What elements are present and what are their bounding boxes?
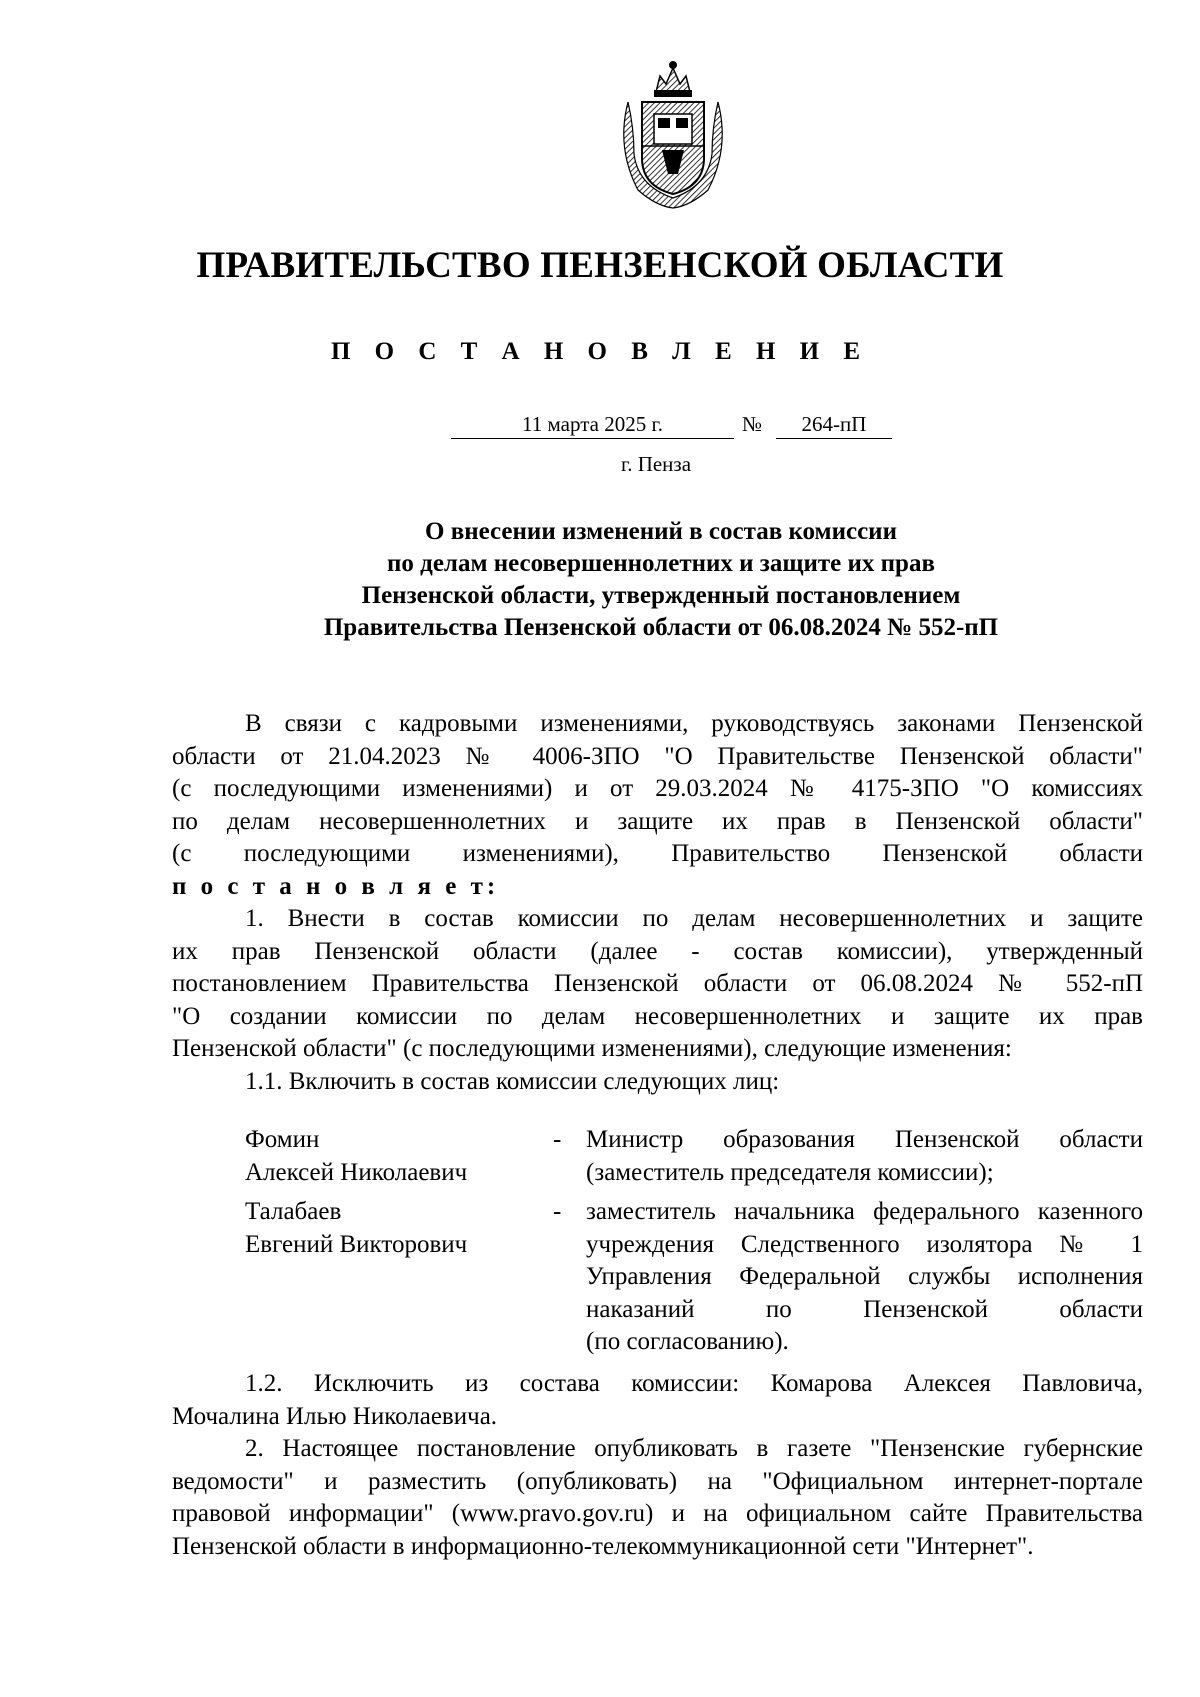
member-role (586, 1124, 1143, 1189)
member-given-name: Алексей Николаевич (245, 1158, 468, 1186)
document-number: 264-пП (776, 410, 892, 439)
item-2-line: 2. Настоящее постановление опубликовать в газете "Пензенские губернские (245, 1435, 1143, 1462)
member-role-line: Министр образования Пензенской области (586, 1126, 1143, 1153)
preamble-line: (с последующими изменениями), Правительство Пензенской области (172, 840, 1143, 867)
member-role-line: учреждения Следственного изолятора № 1 (586, 1230, 1143, 1258)
document-body-bottom (172, 1368, 1143, 1563)
subject-line: Пензенской области, утвержденный постановлением (361, 582, 961, 609)
item-2-line: правовой информации" (www.pravo.gov.ru) и на официальном сайте Правительства (172, 1500, 1143, 1527)
preamble-line: В связи с кадровыми изменениями, руководствуясь законами Пензенской (245, 710, 1143, 737)
member-dash: - (553, 1126, 562, 1153)
member-role-line: Управления Федеральной службы исполнения (586, 1263, 1143, 1290)
item-1-line: 1. Внести в состав комиссии по делам несовершеннолетних и защите (245, 905, 1143, 932)
item-2-line: ведомости" и разместить (опубликовать) на "Официальном интернет-портале (172, 1467, 1143, 1495)
subject-line: по делам несовершеннолетних и защите их прав (387, 550, 935, 577)
member-name (245, 1196, 545, 1261)
document-type-title: П О С Т А Н О В Л Е Н И Е (330, 338, 870, 365)
member-dash: - (553, 1198, 562, 1225)
subject-line: О внесении изменений в состав комиссии (425, 518, 897, 545)
preamble-line: области от 21.04.2023 № 4006-ЗПО "О Правительстве Пензенской области" (172, 742, 1143, 770)
member-role-line: заместитель начальника федерального казенного (586, 1198, 1143, 1225)
document-subject (0, 516, 1200, 644)
preamble-line: (с последующими изменениями) и от 29.03.2024 № 4175-ЗПО "О комиссиях (172, 775, 1143, 802)
item-1-line: "О создании комиссии по делам несовершеннолетних и защите их прав (172, 1002, 1143, 1030)
document-date: 11 марта 2025 г. (451, 410, 734, 439)
member-role (586, 1196, 1143, 1359)
resolves-word: п о с т а н о в л я е т: (172, 872, 500, 900)
member-role-line: наказаний по Пензенской области (586, 1295, 1143, 1323)
member-surname: Фомин (245, 1126, 320, 1153)
item-1-line: Пензенской области" (с последующими изменениями), следующие изменения: (172, 1035, 1012, 1062)
item-1-line: их прав Пензенской области (далее - состав комиссии), утвержденный (172, 937, 1143, 965)
item-1-2-line: 1.2. Исключить из состава комиссии: Комарова Алексея Павловича, (245, 1370, 1143, 1397)
member-name (245, 1124, 545, 1189)
item-2-line: Пензенской области в информационно-телекоммуникационной сети "Интернет". (172, 1532, 1034, 1560)
item-1-1: 1.1. Включить в состав комиссии следующих лиц: (245, 1067, 780, 1095)
member-given-name: Евгений Викторович (245, 1230, 468, 1258)
subject-line: Правительства Пензенской области от 06.08.2024 № 552-пП (323, 614, 999, 641)
member-role-line: (по согласованию). (586, 1328, 789, 1355)
item-1-2-line: Мочалина Илью Николаевича. (172, 1402, 498, 1430)
organization-title: ПРАВИТЕЛЬСТВО ПЕНЗЕНСКОЙ ОБЛАСТИ (196, 245, 1004, 286)
member-role-line: (заместитель председателя комиссии); (586, 1158, 994, 1186)
coat-of-arms-emblem (608, 58, 738, 210)
member-surname: Талабаев (245, 1198, 342, 1225)
document-body-top (172, 708, 1143, 1098)
preamble-line: по делам несовершеннолетних и защите их прав в Пензенской области" (172, 807, 1143, 835)
item-1-line: постановлением Правительства Пензенской области от 06.08.2024 № 552-пП (172, 970, 1143, 997)
document-city: г. Пенза (620, 452, 692, 476)
number-sign: № (742, 412, 763, 436)
